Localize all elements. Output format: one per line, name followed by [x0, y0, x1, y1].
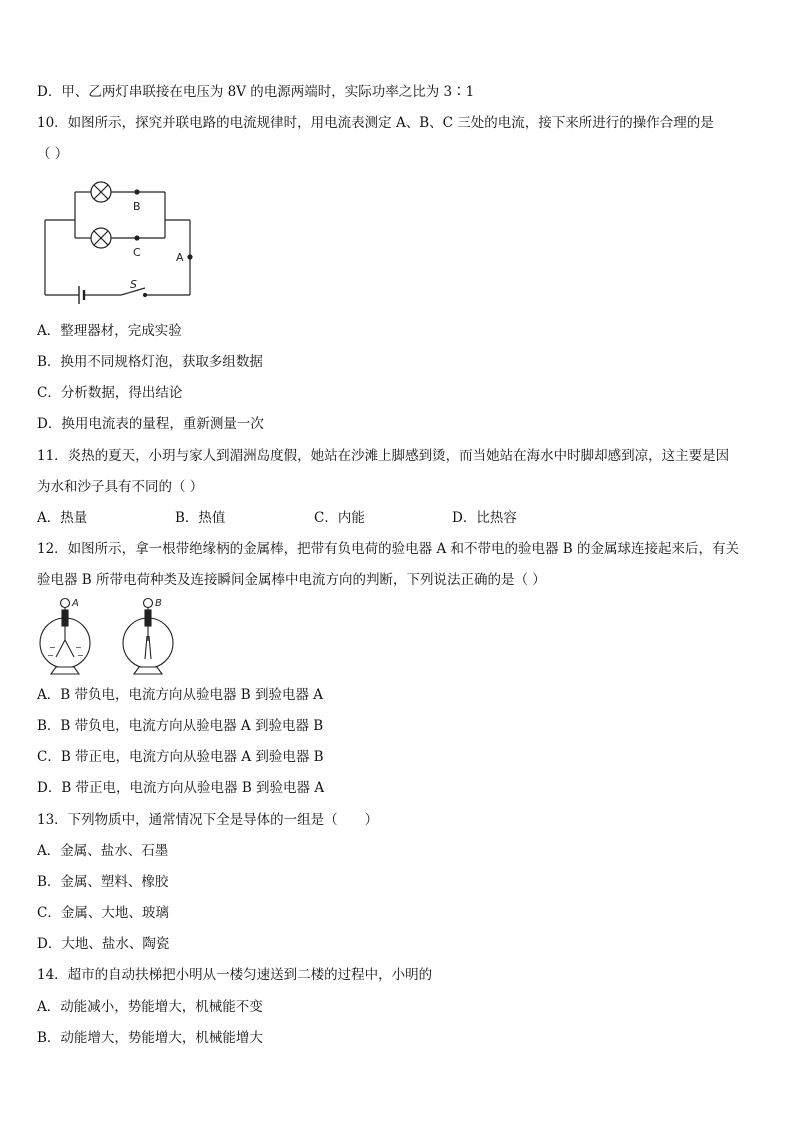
q9-option-d: D．甲、乙两灯串联接在电压为 8V 的电源两端时，实际功率之比为 3∶1: [37, 84, 475, 100]
q14-option-a: A．动能减小，势能增大，机械能不变: [37, 999, 263, 1015]
label-switch-s: S: [130, 278, 137, 291]
parallel-circuit-diagram: [37, 176, 207, 312]
q14-stem: 14．超市的自动扶梯把小明从一楼匀速送到二楼的过程中，小明的: [37, 967, 433, 983]
q13-option-c: C．金属、大地、玻璃: [37, 905, 169, 921]
q11-option-a: A．热量: [37, 510, 88, 526]
q11-stem-line2: 为水和沙子具有不同的（ ）: [37, 479, 204, 495]
q12-option-b: B．B 带负电，电流方向从验电器 A 到验电器 B: [37, 718, 324, 734]
q12-stem-line2: 验电器 B 所带电荷种类及连接瞬间金属棒中电流方向的判断，下列说法正确的是（ ）: [37, 572, 546, 588]
label-a: A: [176, 251, 184, 264]
label-c: C: [133, 246, 141, 259]
electroscope-diagram: [37, 596, 197, 676]
svg-text:−: −: [75, 643, 82, 652]
q11-option-b: B．热值: [175, 510, 226, 526]
q12-option-d: D．B 带正电，电流方向从验电器 B 到验电器 A: [37, 780, 325, 796]
q11-option-c: C．内能: [314, 510, 365, 526]
q10-option-d: D．换用电流表的量程，重新测量一次: [37, 416, 264, 432]
svg-text:−: −: [47, 651, 54, 660]
label-electroscope-b: B: [155, 598, 162, 609]
svg-text:−: −: [77, 651, 84, 660]
q10-stem-line2: （ ）: [37, 146, 69, 162]
label-electroscope-a: A: [72, 598, 79, 609]
q11-options-row: [37, 508, 757, 528]
label-b: B: [133, 200, 141, 213]
q13-option-d: D．大地、盐水、陶瓷: [37, 936, 170, 952]
q10-option-a: A．整理器材，完成实验: [37, 323, 182, 339]
q12-option-c: C．B 带正电，电流方向从验电器 A 到验电器 B: [37, 749, 324, 765]
q11-stem-line1: 11．炎热的夏天，小玥与家人到湄洲岛度假，她站在沙滩上脚感到烫，而当她站在海水中时脚却感到凉，这主要是因: [37, 448, 730, 464]
q13-stem: 13．下列物质中，通常情况下全是导体的一组是（ ）: [37, 812, 379, 828]
q13-option-b: B．金属、塑料、橡胶: [37, 874, 169, 890]
q13-option-a: A．金属、盐水、石墨: [37, 843, 169, 859]
q10-option-c: C．分析数据，得出结论: [37, 385, 183, 401]
q12-option-a: A．B 带负电，电流方向从验电器 B 到验电器 A: [37, 687, 324, 703]
q11-option-d: D．比热容: [452, 510, 517, 526]
q12-stem-line1: 12．如图所示，拿一根带绝缘柄的金属棒，把带有负电荷的验电器 A 和不带电的验电器 B 的金属球连接起来后，有关: [37, 541, 740, 557]
svg-text:−: −: [49, 643, 56, 652]
q10-stem-line1: 10．如图所示，探究并联电路的电流规律时，用电流表测定 A、B、C 三处的电流，接下来所进行的操作合理的是: [37, 115, 714, 131]
q14-option-b: B．动能增大，势能增大，机械能增大: [37, 1030, 263, 1046]
q10-option-b: B．换用不同规格灯泡，获取多组数据: [37, 354, 263, 370]
